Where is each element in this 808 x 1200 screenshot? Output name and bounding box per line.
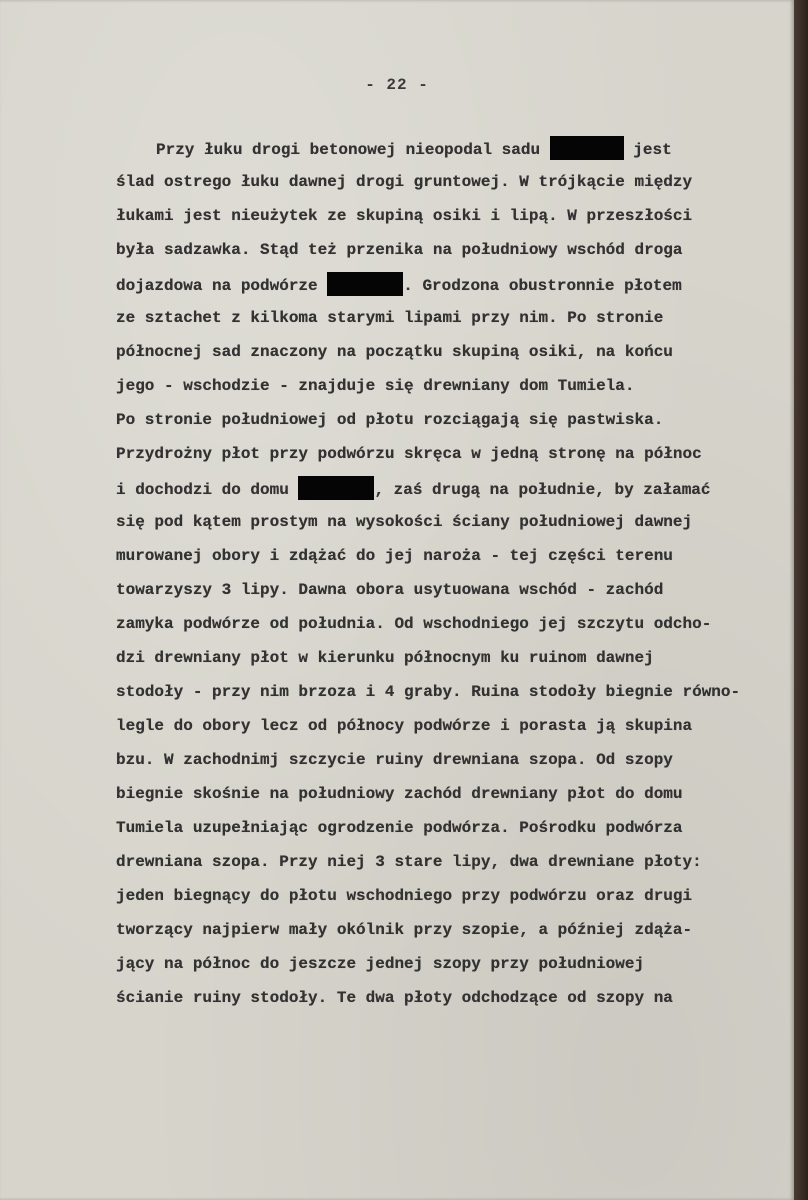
text-line: ze sztachet z kilkoma starymi lipami przy nim. Po stronie bbox=[116, 309, 664, 327]
page-edge-shadow bbox=[794, 0, 808, 1200]
text-line: jący na północ do jeszcze jednej szopy przy południowej bbox=[116, 955, 645, 973]
text-line: ślad ostrego łuku dawnej drogi gruntowej. W trójkącie między bbox=[116, 173, 693, 191]
text-segment: . Grodzona obustronnie płotem bbox=[403, 277, 682, 296]
text-line: ścianie ruiny stodoły. Te dwa płoty odchodzące od szopy na bbox=[116, 989, 673, 1007]
text-line: zamyka podwórze od południa. Od wschodniego jej szczytu odcho- bbox=[116, 615, 712, 633]
text-line: towarzyszy 3 lipy. Dawna obora usytuowana wschód - zachód bbox=[116, 581, 664, 599]
redaction-block bbox=[550, 136, 624, 160]
text-segment: i dochodzi do domu bbox=[116, 481, 299, 500]
text-segment: , zaś drugą na południe, by załamać bbox=[374, 481, 711, 500]
text-line bbox=[156, 138, 672, 158]
page-number: - 22 - bbox=[365, 76, 429, 94]
text-line: dzi drewniany płot w kierunku północnym ku ruinom dawnej bbox=[116, 649, 654, 667]
text-line: Przydrożny płot przy podwórzu skręca w jedną stronę na północ bbox=[116, 445, 702, 463]
text-line: drewniana szopa. Przy niej 3 stare lipy, dwa drewniane płoty: bbox=[116, 853, 702, 871]
text-line: legle do obory lecz od północy podwórze i porasta ją skupina bbox=[116, 717, 693, 735]
text-segment: Przy łuku drogi betonowej nieopodal sadu bbox=[156, 141, 550, 160]
text-segment: dojazdowa na podwórze bbox=[116, 277, 328, 296]
text-line: Po stronie południowej od płotu rozciągają się pastwiska. bbox=[116, 411, 664, 429]
text-line bbox=[116, 274, 682, 294]
redaction-block bbox=[327, 272, 403, 296]
text-segment: jest bbox=[623, 141, 672, 160]
text-line: murowanej obory i zdążać do jej naroża - tej części terenu bbox=[116, 547, 673, 565]
text-line: się pod kątem prostym na wysokości ściany południowej dawnej bbox=[116, 513, 693, 531]
text-line: jeden biegnący do płotu wschodniego przy podwórzu oraz drugi bbox=[116, 887, 693, 905]
text-line: stodoły - przy nim brzoza i 4 graby. Ruina stodoły biegnie równo- bbox=[116, 683, 741, 701]
redaction-block bbox=[298, 476, 374, 500]
text-line: bzu. W zachodnimj szczycie ruiny drewniana szopa. Od szopy bbox=[116, 751, 673, 769]
text-line: łukami jest nieużytek ze skupiną osiki i lipą. W przeszłości bbox=[116, 207, 693, 225]
text-line: północnej sad znaczony na początku skupiną osiki, na końcu bbox=[116, 343, 673, 361]
text-line: tworzący najpierw mały okólnik przy szopie, a później zdąża- bbox=[116, 921, 693, 939]
text-line: Tumiela uzupełniając ogrodzenie podwórza. Pośrodku podwórza bbox=[116, 819, 683, 837]
text-line: jego - wschodzie - znajduje się drewniany dom Tumiela. bbox=[116, 377, 635, 395]
text-line: była sadzawka. Stąd też przenika na południowy wschód droga bbox=[116, 241, 683, 259]
text-line bbox=[116, 478, 711, 498]
text-line: biegnie skośnie na południowy zachód drewniany płot do domu bbox=[116, 785, 683, 803]
